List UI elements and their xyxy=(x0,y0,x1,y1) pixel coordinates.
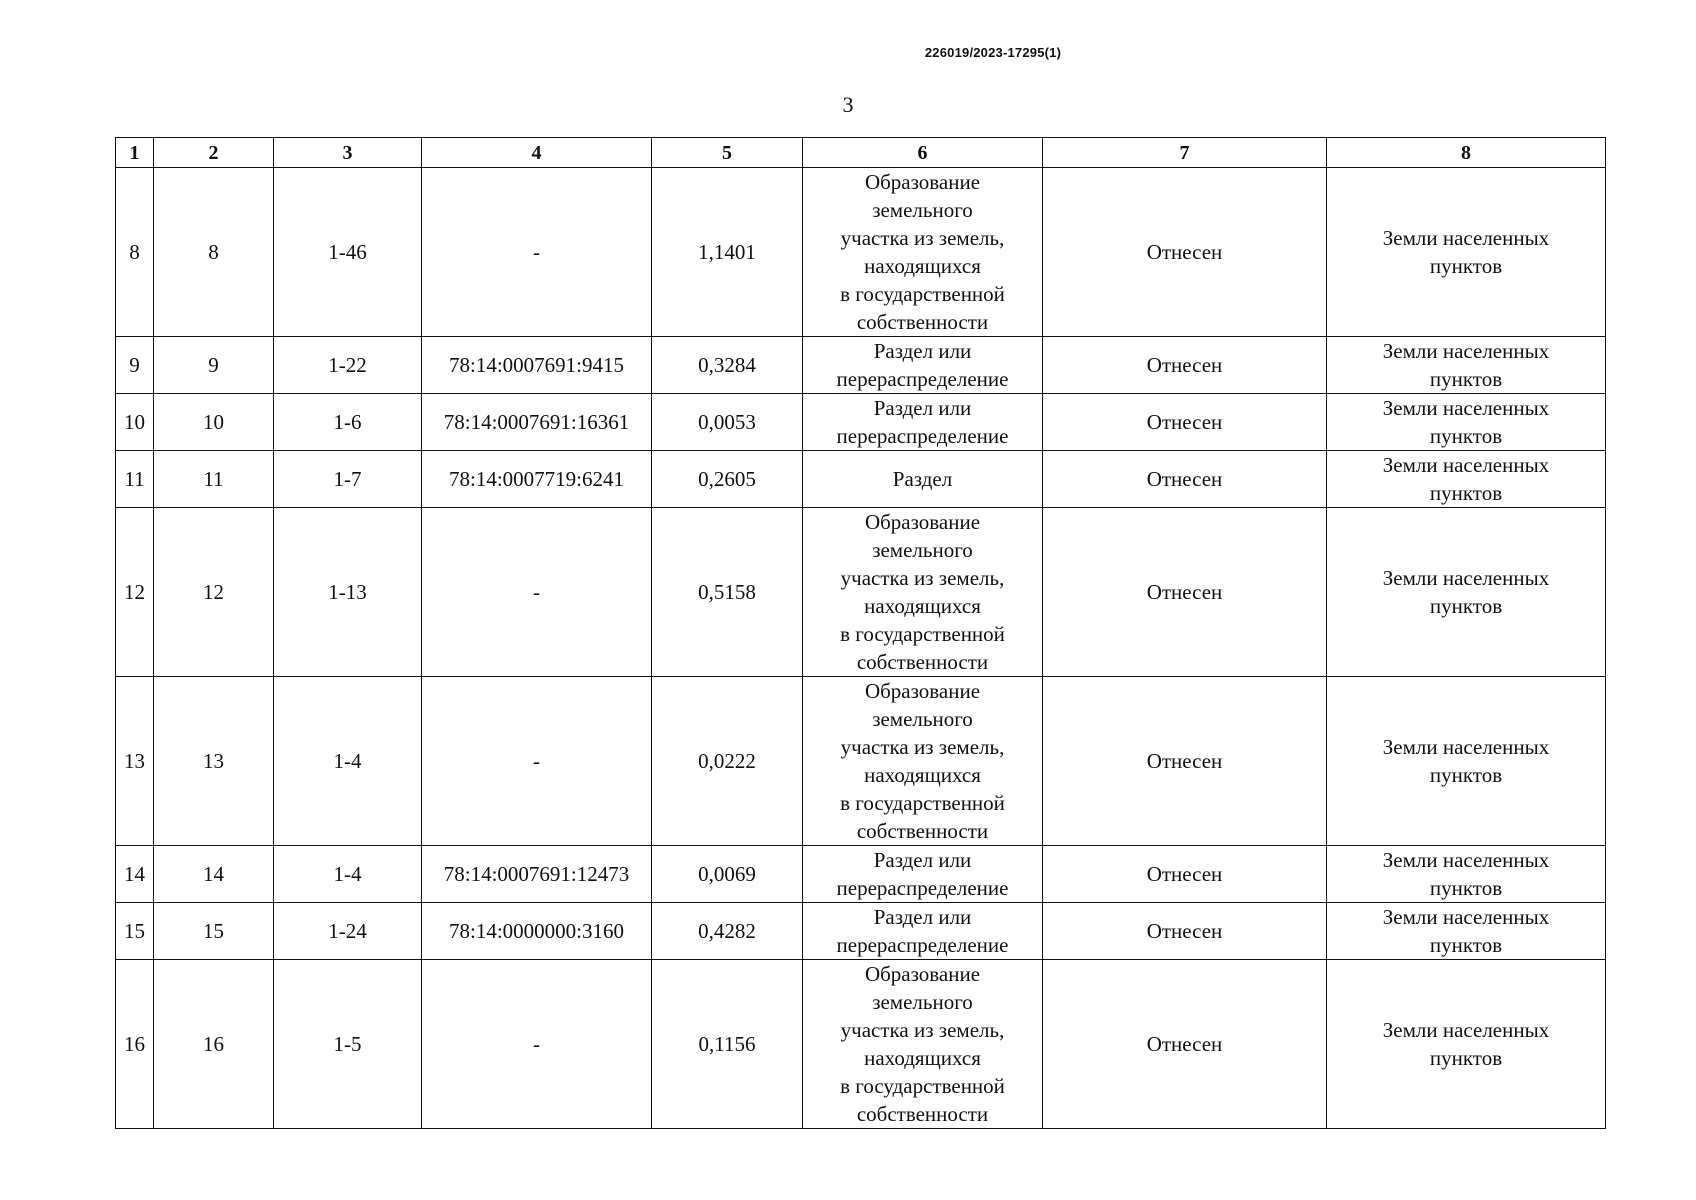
table-header-row xyxy=(116,138,1606,168)
cadastral-number-cell: 78:14:0007719:6241 xyxy=(422,451,652,508)
land-category-cell: Земли населенных пунктов xyxy=(1327,451,1606,508)
status-cell: Отнесен xyxy=(1043,846,1327,903)
area-cell: 0,3284 xyxy=(652,337,803,394)
zone-code-cell: 1-24 xyxy=(274,903,422,960)
zone-code-cell: 1-46 xyxy=(274,168,422,337)
area-cell: 0,0222 xyxy=(652,677,803,846)
land-category-cell: Земли населенных пунктов xyxy=(1327,846,1606,903)
formation-method-cell: Раздел или перераспределение xyxy=(803,903,1043,960)
cadastral-number-cell: - xyxy=(422,508,652,677)
zone-code-cell: 1-4 xyxy=(274,677,422,846)
column-header: 5 xyxy=(652,138,803,168)
row-number-cell: 14 xyxy=(116,846,154,903)
plot-number-cell: 15 xyxy=(154,903,274,960)
area-cell: 0,0053 xyxy=(652,394,803,451)
plot-number-cell: 9 xyxy=(154,337,274,394)
column-header: 4 xyxy=(422,138,652,168)
column-header: 6 xyxy=(803,138,1043,168)
zone-code-cell: 1-22 xyxy=(274,337,422,394)
plot-number-cell: 8 xyxy=(154,168,274,337)
zone-code-cell: 1-7 xyxy=(274,451,422,508)
row-number-cell: 9 xyxy=(116,337,154,394)
zone-code-cell: 1-5 xyxy=(274,960,422,1129)
cadastral-number-cell: 78:14:0007691:9415 xyxy=(422,337,652,394)
column-header: 7 xyxy=(1043,138,1327,168)
table-row xyxy=(116,168,1606,337)
plot-number-cell: 12 xyxy=(154,508,274,677)
row-number-cell: 15 xyxy=(116,903,154,960)
row-number-cell: 13 xyxy=(116,677,154,846)
land-category-cell: Земли населенных пунктов xyxy=(1327,508,1606,677)
land-category-cell: Земли населенных пунктов xyxy=(1327,337,1606,394)
table-row xyxy=(116,337,1606,394)
row-number-cell: 11 xyxy=(116,451,154,508)
page-number: 3 xyxy=(842,92,854,117)
land-category-cell: Земли населенных пунктов xyxy=(1327,168,1606,337)
row-number-cell: 10 xyxy=(116,394,154,451)
land-category-cell: Земли населенных пунктов xyxy=(1327,903,1606,960)
column-header: 1 xyxy=(116,138,154,168)
formation-method-cell: Раздел xyxy=(803,451,1043,508)
area-cell: 0,5158 xyxy=(652,508,803,677)
formation-method-cell: Раздел или перераспределение xyxy=(803,846,1043,903)
formation-method-cell: Образование земельного участка из земель, находящихся в государственной собственности xyxy=(803,960,1043,1129)
column-header: 8 xyxy=(1327,138,1606,168)
area-cell: 0,1156 xyxy=(652,960,803,1129)
table-row xyxy=(116,960,1606,1129)
cadastral-number-cell: - xyxy=(422,677,652,846)
zone-code-cell: 1-13 xyxy=(274,508,422,677)
land-category-cell: Земли населенных пунктов xyxy=(1327,677,1606,846)
column-header: 2 xyxy=(154,138,274,168)
land-category-cell: Земли населенных пунктов xyxy=(1327,394,1606,451)
land-category-cell: Земли населенных пунктов xyxy=(1327,960,1606,1129)
area-cell: 1,1401 xyxy=(652,168,803,337)
formation-method-cell: Образование земельного участка из земель, находящихся в государственной собственности xyxy=(803,168,1043,337)
row-number-cell: 12 xyxy=(116,508,154,677)
status-cell: Отнесен xyxy=(1043,451,1327,508)
area-cell: 0,2605 xyxy=(652,451,803,508)
status-cell: Отнесен xyxy=(1043,394,1327,451)
row-number-cell: 8 xyxy=(116,168,154,337)
status-cell: Отнесен xyxy=(1043,337,1327,394)
cadastral-number-cell: 78:14:0000000:3160 xyxy=(422,903,652,960)
land-plots-table xyxy=(115,137,1606,1129)
formation-method-cell: Раздел или перераспределение xyxy=(803,394,1043,451)
column-header: 3 xyxy=(274,138,422,168)
status-cell: Отнесен xyxy=(1043,903,1327,960)
status-cell: Отнесен xyxy=(1043,677,1327,846)
table-row xyxy=(116,451,1606,508)
zone-code-cell: 1-4 xyxy=(274,846,422,903)
document-registration-number: 226019/2023-17295(1) xyxy=(924,45,1062,60)
cadastral-number-cell: - xyxy=(422,960,652,1129)
area-cell: 0,0069 xyxy=(652,846,803,903)
formation-method-cell: Образование земельного участка из земель, находящихся в государственной собственности xyxy=(803,508,1043,677)
status-cell: Отнесен xyxy=(1043,960,1327,1129)
formation-method-cell: Образование земельного участка из земель, находящихся в государственной собственности xyxy=(803,677,1043,846)
status-cell: Отнесен xyxy=(1043,168,1327,337)
table-row xyxy=(116,846,1606,903)
area-cell: 0,4282 xyxy=(652,903,803,960)
row-number-cell: 16 xyxy=(116,960,154,1129)
plot-number-cell: 11 xyxy=(154,451,274,508)
table-row xyxy=(116,508,1606,677)
status-cell: Отнесен xyxy=(1043,508,1327,677)
table-row xyxy=(116,677,1606,846)
cadastral-number-cell: - xyxy=(422,168,652,337)
zone-code-cell: 1-6 xyxy=(274,394,422,451)
cadastral-number-cell: 78:14:0007691:16361 xyxy=(422,394,652,451)
plot-number-cell: 16 xyxy=(154,960,274,1129)
plot-number-cell: 10 xyxy=(154,394,274,451)
plot-number-cell: 14 xyxy=(154,846,274,903)
cadastral-number-cell: 78:14:0007691:12473 xyxy=(422,846,652,903)
table-row xyxy=(116,903,1606,960)
plot-number-cell: 13 xyxy=(154,677,274,846)
formation-method-cell: Раздел или перераспределение xyxy=(803,337,1043,394)
table-row xyxy=(116,394,1606,451)
